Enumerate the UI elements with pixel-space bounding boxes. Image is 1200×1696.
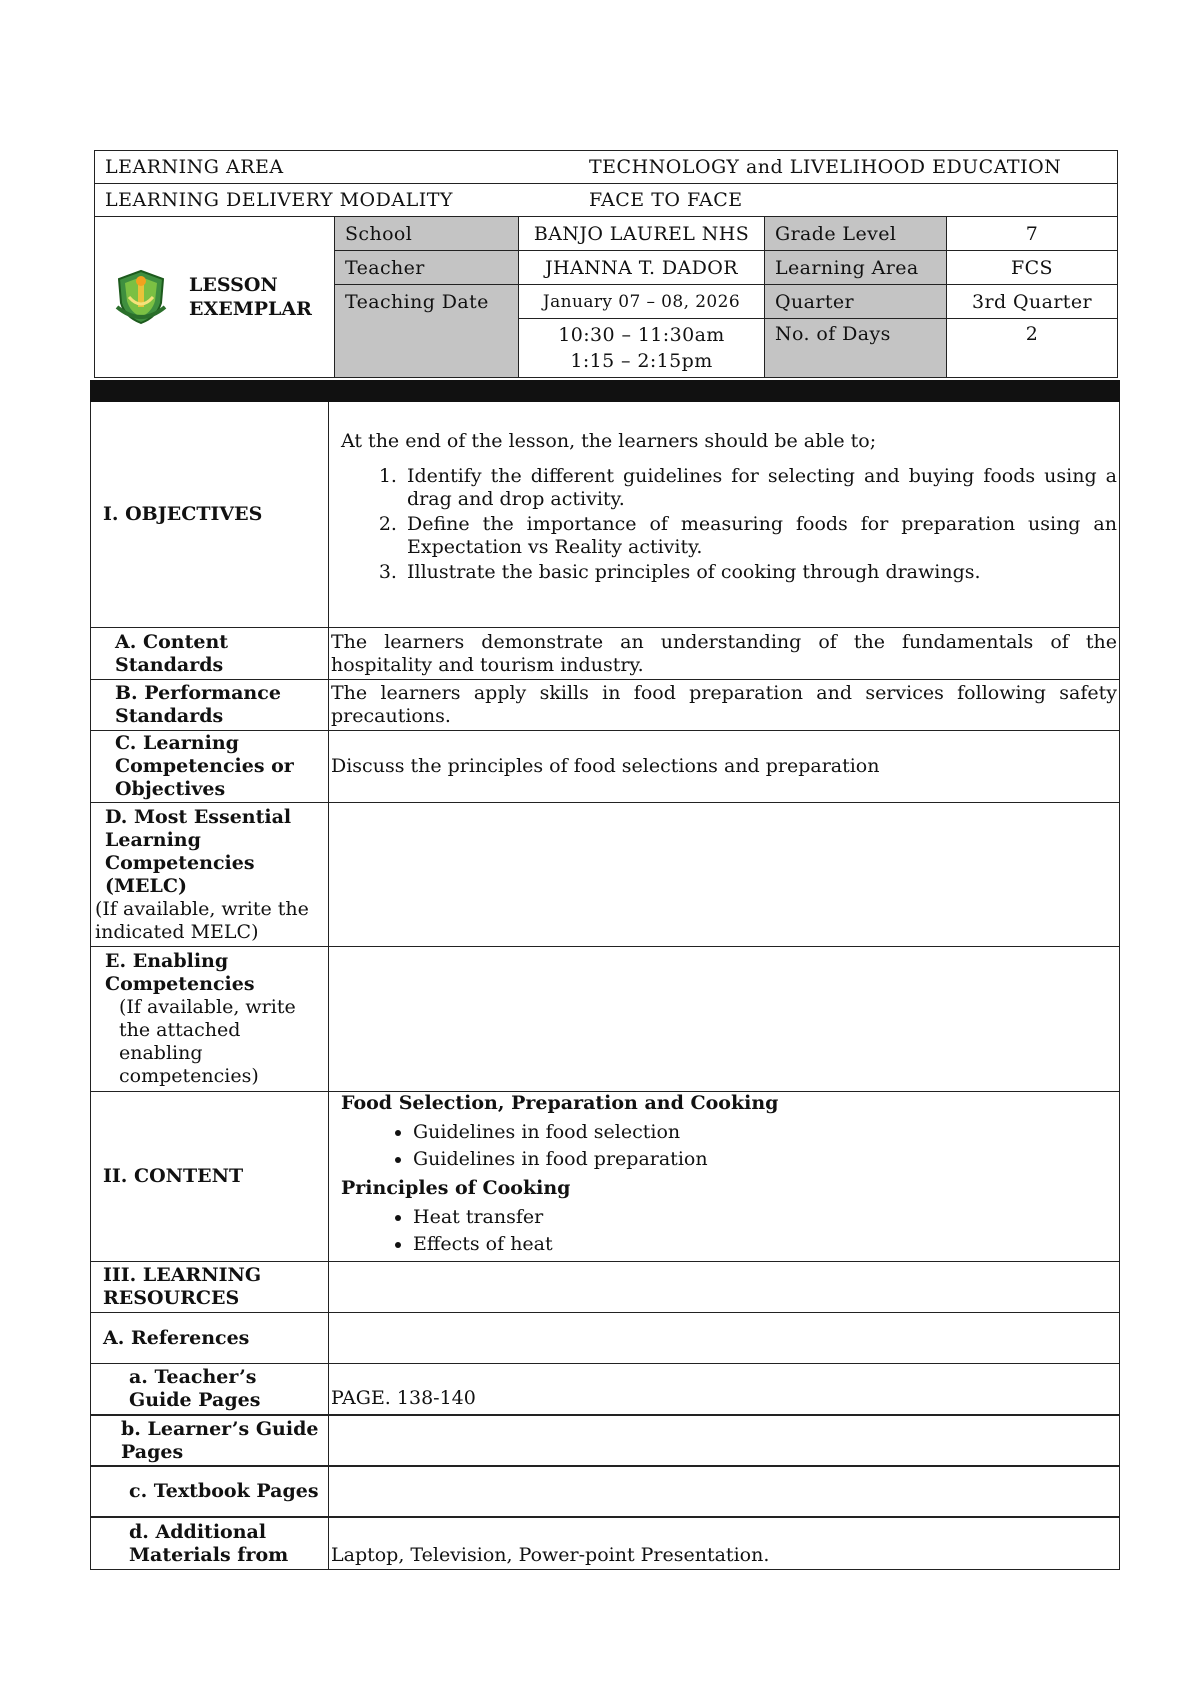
melc-label: D. Most Essential Learning Competencies (MELC) [105,805,292,897]
objectives-label: I. OBJECTIVES [91,402,329,627]
content-item: • Guidelines in food selection [413,1121,1117,1144]
learning-area-value: TECHNOLOGY and LIVELIHOOD EDUCATION [589,156,1062,178]
content-item: • Heat transfer [413,1206,1117,1229]
content-item: • Effects of heat [413,1233,1117,1256]
quarter-label: Quarter [765,285,947,319]
content-standards-row [91,628,1119,680]
competencies-value: Discuss the principles of food selections and preparation [331,755,880,777]
content-item: • Guidelines in food preparation [413,1148,1117,1171]
learning-resources-value [329,1262,1119,1312]
lesson-exemplar-title: LESSON EXEMPLAR [189,274,312,320]
learners-guide-value [329,1416,1119,1465]
modality-value: FACE TO FACE [589,189,743,211]
additional-materials-label: d. Additional Materials from [91,1518,329,1569]
teaching-time [519,319,765,377]
objective-item: 3. Illustrate the basic principles of cooking through drawings. [403,561,1117,584]
content-list-2 [341,1202,1117,1260]
references-value [329,1313,1119,1363]
melc-note: (If available, write the indicated MELC) [95,897,309,943]
school-label: School [335,217,519,251]
additional-materials-value: Laptop, Television, Power-point Presentation. [331,1544,770,1566]
days-label: No. of Days [765,319,947,377]
lesson-table [90,402,1120,1570]
textbook-label: c. Textbook Pages [91,1467,329,1516]
melc-value [329,803,1119,946]
enabling-label: E. Enabling Competencies [105,950,255,995]
learners-guide-label: b. Learner’s Guide Pages [91,1416,329,1465]
competencies-row [91,731,1119,803]
melc-cell [91,803,329,946]
quarter-value: 3rd Quarter [947,285,1117,319]
competencies-label: C. Learning Competencies or Objectives [91,731,329,802]
content-standards-label: A. Content Standards [91,628,329,679]
logo-cell [95,217,335,377]
header-table [94,150,1118,378]
time-slot-2: 1:15 – 2:15pm [570,350,713,372]
teacher-label: Teacher [335,251,519,285]
objective-item: 1. Identify the different guidelines for selecting and buying foods using a drag and drop activity. [403,465,1117,511]
additional-materials-row [91,1518,1119,1569]
teachers-guide-row [91,1364,1119,1416]
learning-area-short-value: FCS [947,251,1117,285]
textbook-value [329,1467,1119,1516]
content-value [329,1092,1119,1261]
objectives-row [91,402,1119,628]
objectives-content [329,402,1119,627]
modality-label: LEARNING DELIVERY MODALITY [105,189,453,211]
learning-area-label: LEARNING AREA [105,156,284,178]
learning-area-short-label: Learning Area [765,251,947,285]
content-heading-1: Food Selection, Preparation and Cooking [341,1091,779,1114]
objective-item: 2. Define the importance of measuring foods for preparation using an Expectation vs Reality activity. [403,513,1117,559]
performance-standards-row [91,680,1119,731]
teachers-guide-label: a. Teacher’s Guide Pages [91,1364,329,1414]
modality-row [95,184,1117,217]
grade-label: Grade Level [765,217,947,251]
teacher-value: JHANNA T. DADOR [519,251,765,285]
content-row [91,1092,1119,1262]
enabling-cell [91,947,329,1091]
objectives-list [341,465,1117,586]
melc-row [91,803,1119,947]
content-standards-value: The learners demonstrate an understanding of the fundamentals of the hospitality and tourism industry. [331,630,1117,676]
learning-resources-label: III. LEARNING RESOURCES [91,1262,329,1312]
school-value: BANJO LAUREL NHS [519,217,765,251]
school-seal-icon [111,267,171,327]
learning-area-row [95,151,1117,184]
enabling-value [329,947,1119,1091]
references-label: A. References [91,1313,329,1363]
performance-standards-value: The learners apply skills in food preparation and services following safety precautions. [331,682,1117,727]
info-grid [335,217,1117,377]
content-list-1 [341,1117,1117,1175]
time-slot-1: 10:30 – 11:30am [558,324,725,346]
references-row [91,1313,1119,1364]
grade-value: 7 [947,217,1117,251]
textbook-row [91,1467,1119,1518]
teaching-date-spacer [335,319,519,377]
teaching-date-label: Teaching Date [335,285,519,319]
objectives-intro: At the end of the lesson, the learners should be able to; [341,430,877,452]
days-value: 2 [1025,323,1039,345]
learners-guide-row [91,1416,1119,1467]
divider-bar [90,380,1120,402]
teachers-guide-value: PAGE. 138-140 [331,1387,476,1409]
performance-standards-label: B. Performance Standards [91,680,329,730]
learning-resources-row [91,1262,1119,1313]
info-block [95,217,1117,377]
content-heading-2: Principles of Cooking [341,1176,571,1199]
teaching-date-value: January 07 – 08, 2026 [519,285,765,319]
content-label: II. CONTENT [91,1092,329,1261]
enabling-note: (If available, write the attached enabling competencies) [119,996,296,1087]
enabling-row [91,947,1119,1092]
